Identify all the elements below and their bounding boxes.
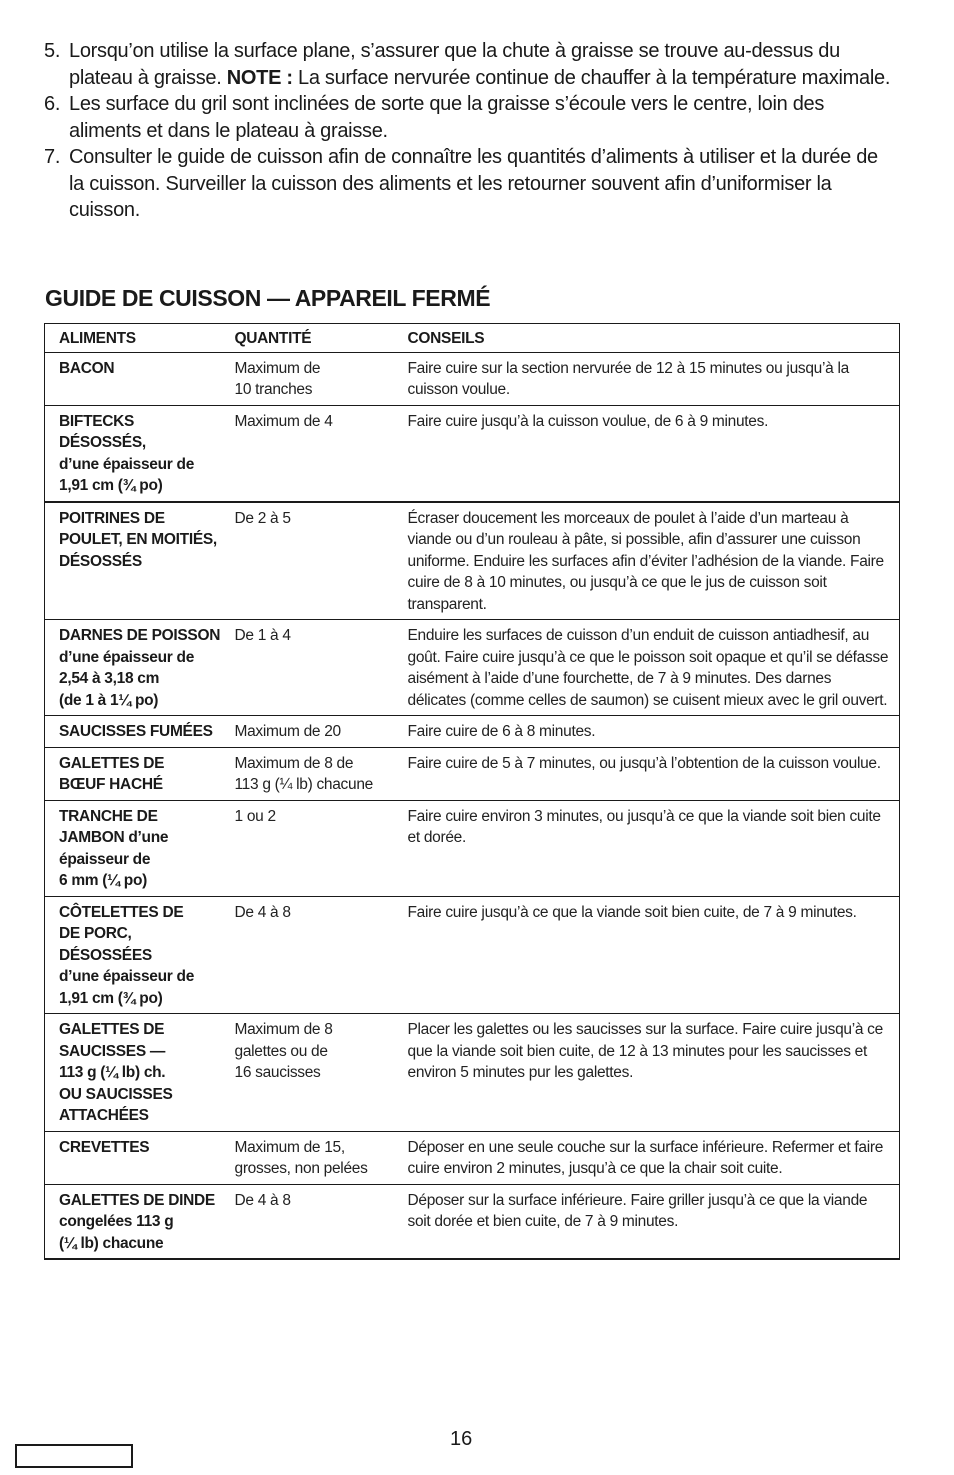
food-line: GALETTES DE DINDE [59, 1191, 215, 1209]
table-row [45, 1184, 900, 1259]
food-line: TRANCHE DE [59, 807, 158, 825]
quantity-cell [233, 1131, 406, 1184]
page-number: 16 [450, 1428, 473, 1450]
food-cell [45, 502, 233, 620]
food-line: SAUCISSES — [59, 1042, 166, 1060]
food-line: BACON [59, 359, 115, 377]
food-line: 113 g (¼ lb) ch. [59, 1064, 166, 1081]
quantity-line: Maximum de 4 [234, 412, 333, 430]
tip-cell: Déposer en une seule couche sur la surface inférieure. Refermer et faire cuire environ 2 minutes, jusqu’à ce que la chair soit cuite. [407, 1138, 884, 1177]
tip-cell: Faire cuire de 6 à 8 minutes. [407, 723, 596, 740]
instruction-note-label: NOTE : [226, 66, 293, 89]
instruction-text-part: Consulter le guide de cuisson afin de connaître les quantités d’aliments à utiliser et la durée de la cuisson. Surveiller la cuisson des aliments et les retourner souvent afin d’uniformiser la cuisson. [69, 146, 878, 221]
tip-cell: Faire cuire jusqu’à la cuisson voulue, de 6 à 9 minutes. [407, 412, 769, 430]
quantity-line: Maximum de 8 [234, 1021, 333, 1038]
food-line: congelées 113 g [59, 1213, 174, 1230]
quantity-cell [233, 352, 406, 405]
tip-cell: Placer les galettes ou les saucisses sur la surface. Faire cuire jusqu’à ce que la viande soit bien cuite, de 12 à 13 minutes pour les saucisses et environ 5 minutes pur les galettes. [407, 1021, 883, 1081]
food-line: GALETTES DE [59, 1021, 165, 1038]
cooking-guide-table [44, 323, 900, 1260]
table-header-row [45, 324, 900, 353]
food-line: POITRINES DE [59, 509, 165, 527]
quantity-cell [233, 1184, 406, 1259]
food-line: d’une épaisseur de [59, 968, 195, 985]
footer-box [15, 1444, 133, 1468]
instruction-number: 5. [44, 40, 61, 62]
quantity-cell [233, 405, 406, 502]
instruction-text [69, 144, 894, 224]
food-line: d’une épaisseur de [59, 648, 195, 666]
food-cell [45, 1131, 233, 1184]
food-line: ATTACHÉES [59, 1107, 149, 1124]
quantity-line: Maximum de 20 [234, 723, 341, 740]
quantity-cell [233, 747, 406, 800]
table-body [45, 352, 900, 1259]
food-line: DARNES DE POISSON [59, 627, 221, 644]
tip-cell: Faire cuire jusqu’à ce que la viande soit bien cuite, de 7 à 9 minutes. [407, 903, 857, 921]
quantity-line: Maximum de [234, 359, 321, 377]
food-line: épaisseur de [59, 850, 151, 868]
table-row [45, 1131, 900, 1184]
table-row [45, 620, 900, 716]
quantity-line: 16 saucisses [234, 1064, 321, 1081]
header-quantite: QUANTITÉ [234, 330, 312, 347]
quantity-line: Maximum de 8 de [234, 754, 354, 772]
food-cell [45, 747, 233, 800]
food-cell [45, 620, 233, 716]
food-line: 2,54 à 3,18 cm [59, 670, 160, 687]
food-line: (¼ lb) chacune [59, 1234, 164, 1252]
quantity-line: 113 g (¼ lb) chacune [234, 776, 373, 793]
tip-cell: Faire cuire sur la section nervurée de 12 à 15 minutes ou jusqu’à la cuisson voulue. [407, 359, 849, 398]
quantity-line: De 1 à 4 [234, 627, 291, 644]
table-row [45, 747, 900, 800]
food-line: POULET, EN MOITIÉS, [59, 531, 217, 548]
food-cell [45, 352, 233, 405]
food-line: DE PORC, DÉSOSSÉES [59, 925, 152, 964]
quantity-line: De 4 à 8 [234, 903, 291, 921]
tip-cell: Écraser doucement les morceaux de poulet à l’aide d’un marteau à viande ou d’un rouleau à pâte, si possible, afin d’assurer une cuisson uniforme. Enduire les surfaces afin d’éviter l’adhésion de la viande. Faire cuire de 8 à 10 minutes, ou jusqu’à ce que le jus de cuisson soit transparent. [407, 509, 884, 613]
food-line: 6 mm (¼ po) [59, 872, 147, 889]
food-cell [45, 1014, 233, 1132]
food-line: BŒUF HACHÉ [59, 776, 163, 793]
food-line: BIFTECKS DÉSOSSÉS, [59, 412, 146, 451]
quantity-line: 1 ou 2 [234, 807, 276, 825]
table-row [45, 352, 900, 405]
instruction-item [44, 91, 894, 144]
food-cell [45, 716, 233, 748]
food-line: SAUCISSES FUMÉES [59, 723, 213, 740]
food-cell [45, 1184, 233, 1259]
table-row [45, 800, 900, 896]
food-line: (de 1 à 1¼ po) [59, 691, 159, 709]
instruction-text-part: Les surface du gril sont inclinées de sorte que la graisse s’écoule vers le centre, loin des aliments et dans le plateau à graisse. [69, 93, 825, 142]
instruction-text-part: La surface nervurée continue de chauffer à la température maximale. [292, 66, 891, 89]
quantity-cell [233, 800, 406, 896]
food-line: 1,91 cm (¾ po) [59, 477, 163, 494]
tip-cell: Enduire les surfaces de cuisson d’un enduit de cuisson antiadhesif, au goût. Faire cuire jusqu’à ce que le poisson soit opaque et qu’il se défasse aisément à l’aide d’une fourchette, de 7 à 9 minutes. Des darnes délicates (comme celles de saumon) se cuisent mieux avec le gril ouvert. [407, 627, 889, 709]
header-conseils: CONSEILS [407, 330, 485, 347]
quantity-cell [233, 896, 406, 1014]
food-line: JAMBON d’une [59, 829, 169, 846]
food-cell [45, 405, 233, 502]
header-aliments: ALIMENTS [59, 330, 136, 347]
quantity-line: De 4 à 8 [234, 1191, 291, 1209]
quantity-line: Maximum de 15, [234, 1138, 345, 1156]
food-line: GALETTES DE [59, 754, 165, 772]
quantity-line: grosses, non pelées [234, 1160, 368, 1177]
tip-cell: Déposer sur la surface inférieure. Faire griller jusqu’à ce que la viande soit dorée et bien cuite, de 7 à 9 minutes. [407, 1191, 868, 1230]
table-row [45, 1014, 900, 1132]
table-row [45, 405, 900, 502]
food-cell [45, 896, 233, 1014]
food-line: CREVETTES [59, 1138, 150, 1156]
food-line: d’une épaisseur de [59, 455, 195, 473]
table-row [45, 896, 900, 1014]
tip-cell: Faire cuire environ 3 minutes, ou jusqu’à ce que la viande soit bien cuite et dorée. [407, 807, 881, 846]
quantity-line: 10 tranches [234, 381, 313, 398]
instructions-list [44, 38, 894, 224]
instruction-text-part: Lorsqu’on utilise la surface plane, s’assurer que la chute à graisse se trouve au-dessus du plateau à graisse. [69, 40, 840, 89]
food-line: OU SAUCISSES [59, 1085, 173, 1103]
tip-cell: Faire cuire de 5 à 7 minutes, ou jusqu’à l’obtention de la cuisson voulue. [407, 754, 881, 772]
food-line: 1,91 cm (¾ po) [59, 989, 163, 1007]
quantity-line: De 2 à 5 [234, 509, 291, 527]
food-line: CÔTELETTES DE [59, 903, 184, 921]
instruction-item [44, 144, 894, 224]
table-row [45, 716, 900, 748]
table-row [45, 502, 900, 620]
food-line: DÉSOSSÉS [59, 552, 142, 570]
quantity-cell [233, 716, 406, 748]
instruction-text [69, 91, 894, 144]
quantity-cell [233, 1014, 406, 1132]
quantity-cell [233, 502, 406, 620]
instruction-item [44, 38, 894, 91]
quantity-line: galettes ou de [234, 1042, 328, 1060]
food-cell [45, 800, 233, 896]
instruction-text [69, 38, 894, 91]
guide-title: GUIDE DE CUISSON — APPAREIL FERMÉ [45, 285, 491, 311]
instruction-number: 6. [44, 93, 61, 115]
instruction-number: 7. [44, 146, 61, 168]
quantity-cell [233, 620, 406, 716]
